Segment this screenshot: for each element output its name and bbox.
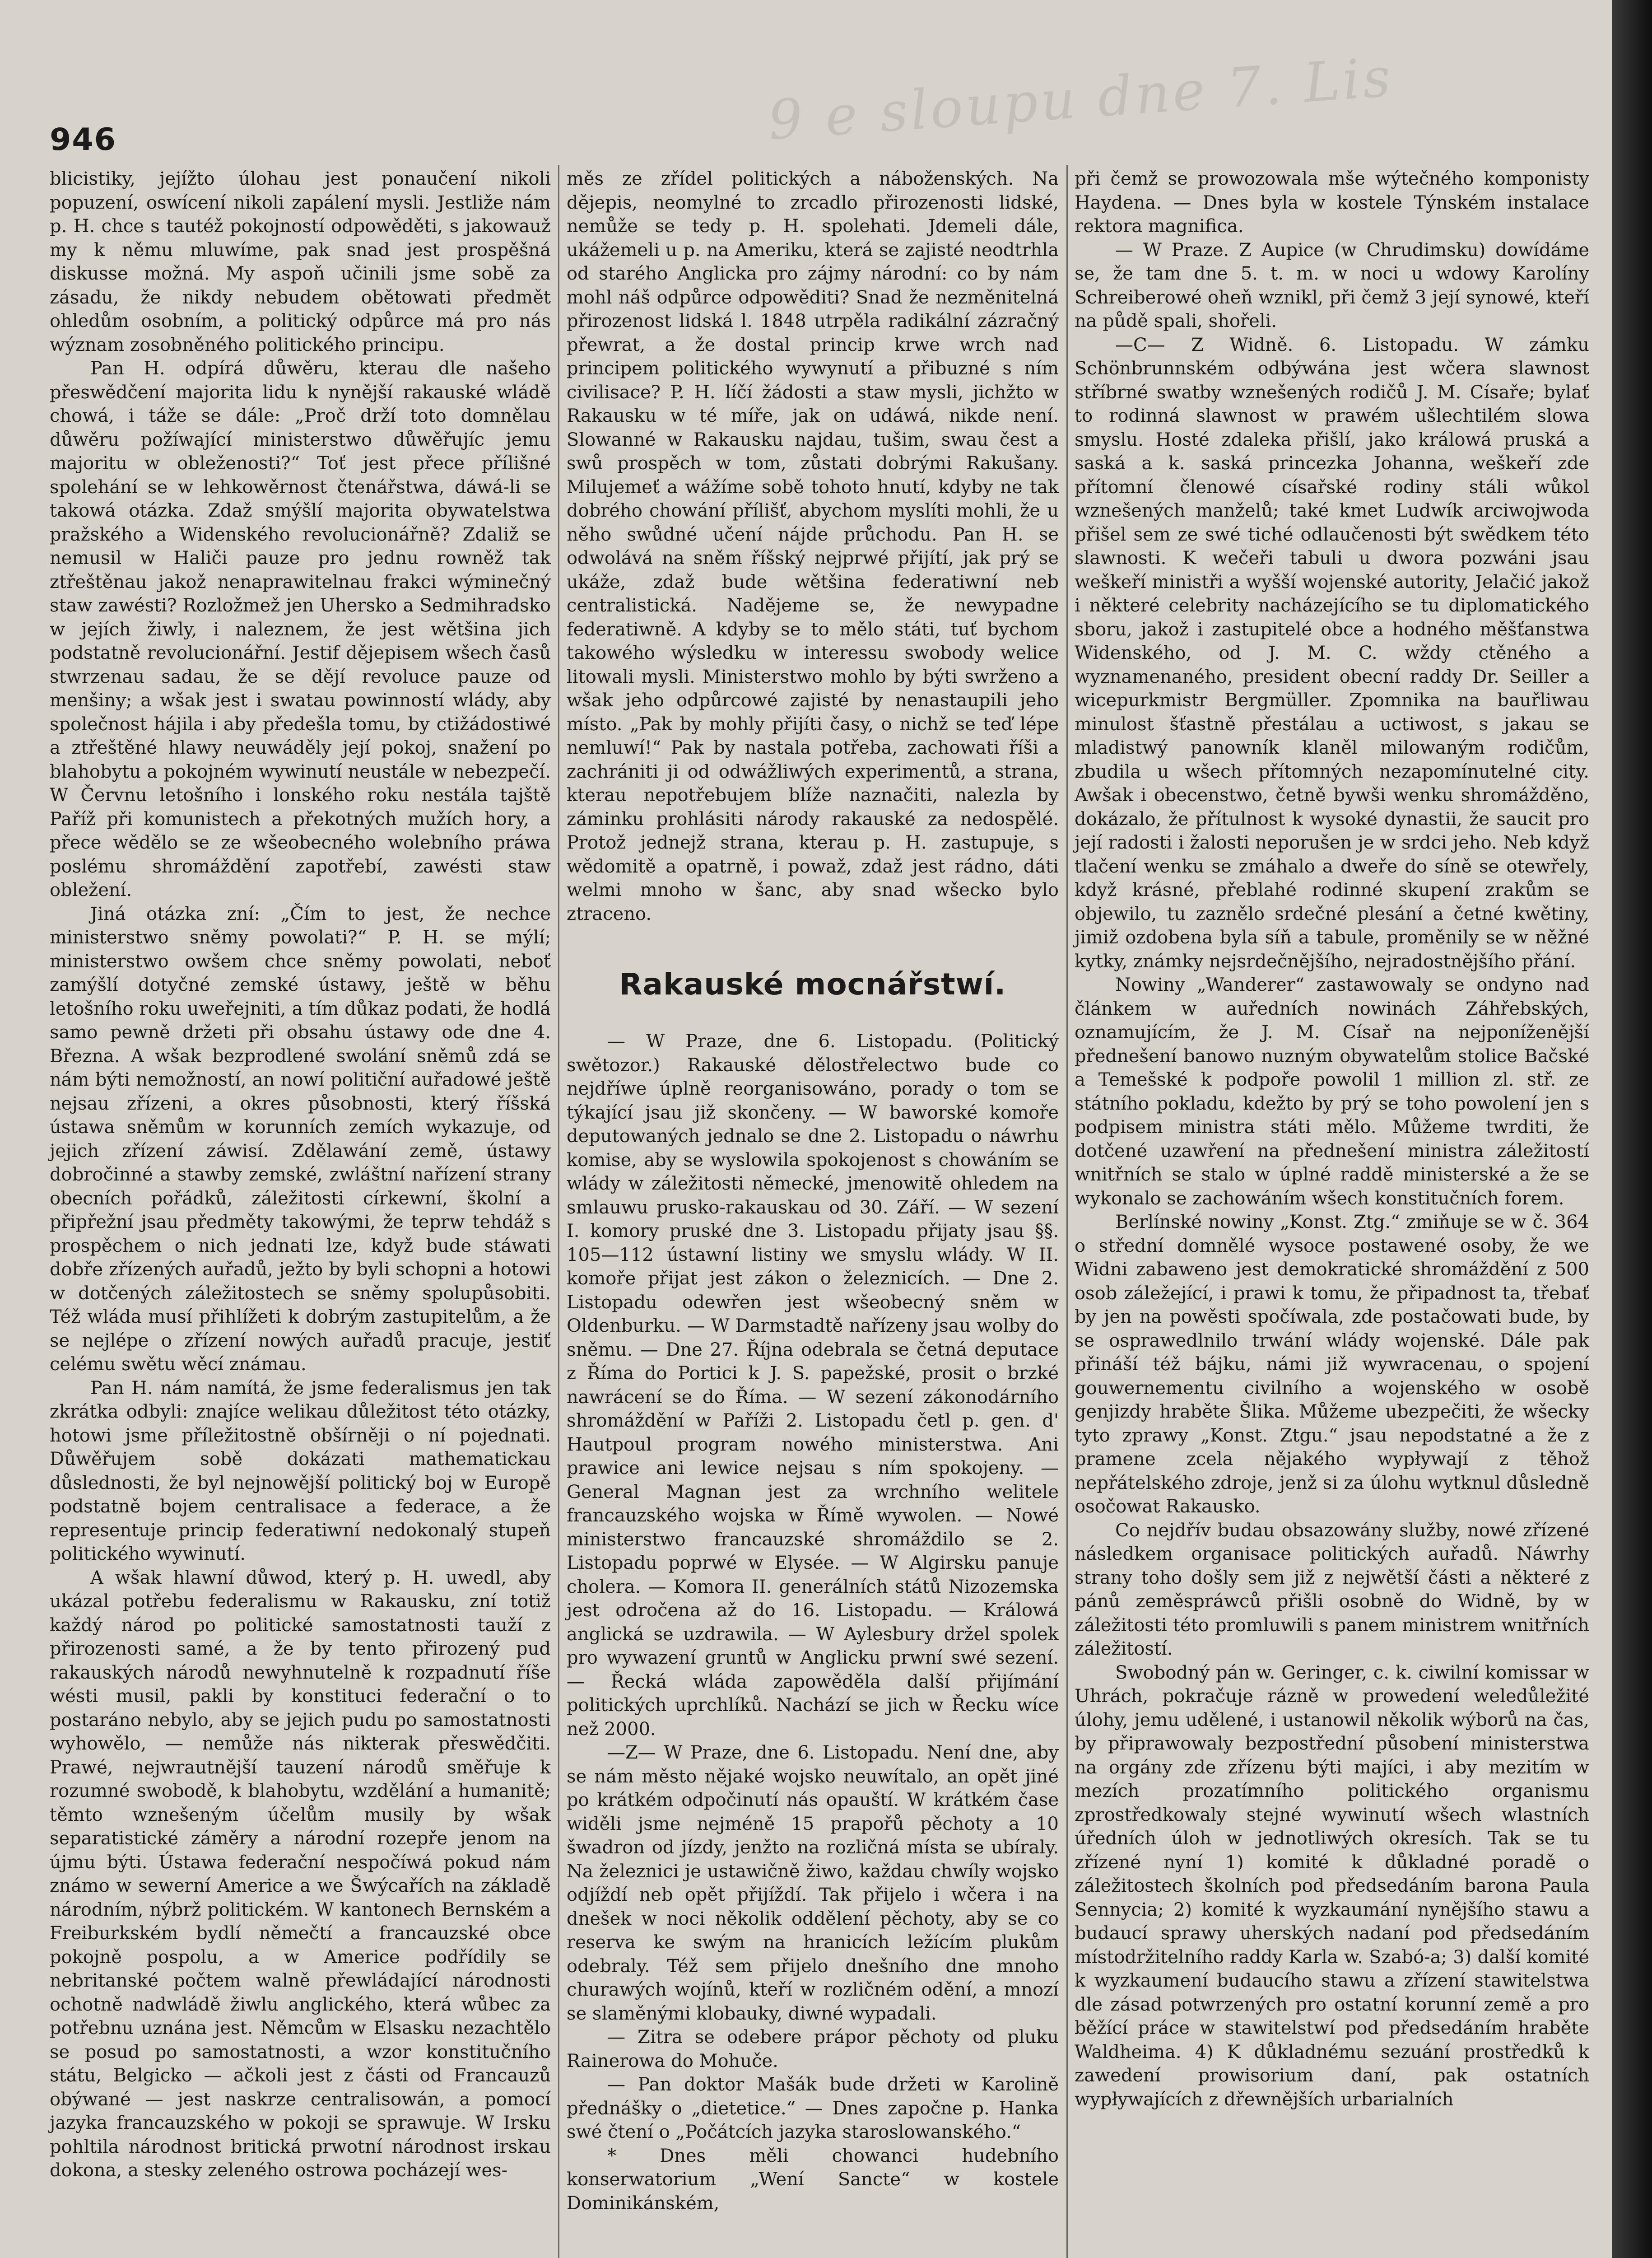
paragraph: Jiná otázka zní: „Čím to jest, že nechce ministerstwo sněmy powolati?“ P. H. se mýlí; ministerstwo owšem chce sněmy powolati, neboť zamýšlí dotyčné zemské ústawy, ještě w běhu letošního roku uweřejniti, a tím důkaz podati, že hodlá samo pewně držeti při obsahu ústawy ode dne 4. Března. A wšak bezprodlené swolání sněmů zdá se nám býti nemožností, an nowí političní auřadowé ještě nejsau zřízeni, a okres působnosti, který říšská ústawa sněmům w korunních zemích wykazuje, od jejich zřízení záwisí. Zdělawání země, ústawy dobročinné a stawby zemské, zwláštní nařízení strany obecních pořádků, záležitosti církewní, školní a připřežní jsau předměty takowými, že teprw tehdáž s prospěchem o nich jednati lze, když bude stáwati dobře zřízených auřadů, ježto by byli schopni a hotowi w dotčených záležitostech se sněmy spolupůsobiti. Též wláda musí přihlížeti k dobrým zastupitelům, a že se nejlépe o zřízení nowých auřadů pracuje, jestiť celému swětu wěcí známau. [50,903,551,1375]
column-middle [567,167,1059,2215]
paragraph: Pan H. nám namítá, že jsme federalismus jen tak zkrátka odbyli: znajíce welikau důležitost této otázky, hotowi jsme příležitostně obšírněji o ní pojednati. Důwěřujem sobě dokázati mathematickau důslednosti, že byl nejnowější politický boj w Europě podstatně bojem centralisace a federace, a že representuje princip federatiwní nedokonalý stupeň politického wywinutí. [50,1377,551,1564]
news-item: —C— Z Widně. 6. Listopadu. W zámku Schönbrunnském odbýwána jest wčera slawnost stříbrné swatby wznešených rodičů J. M. Císaře; bylať to rodinná slawnost w prawém ušlechtilém slowa smyslu. Hosté zdaleka přišlí, jako králowá pruská a saská a k. saská princezka Johanna, weškeří zde přítomní členowé císařské rodiny stáli wůkol wznešených manželů; také kmet Ludwík arciwojwoda přišel sem ze swé tiché odlaučenosti být swědkem této slawnosti. K wečeři tabuli u dwora pozwáni jsau weškeří ministři a wyšší wojenské autority, Jelačić jakož i některé celebrity nacházejícího se tu diplomatického sboru, jakož i zastupitelé obce a hodného měšťanstwa Widenského, od J. M. C. wždy ctěného a wyznamenaného, president obecní raddy Dr. Seiller a wicepurkmistr Bergmüller. Zpomnika na bauřliwau minulost šťastně přestálau a uctiwost, s jakau se mladistwý panowník klaněl milowaným rodičům, zbudila u wšech přítomných nezapomínutelné city. Awšak i obecenstwo, četně bywši wenku shromážděno, dokázalo, že přítulnost k wysoké dynastii, že saucit pro její radosti i žalosti neporušen je w srdci jeho. Neb když tlačení wenku se zmáhalo a dweře do síně se otewřely, když krásné, přeblahé rodinné skupení zrakům se objewilo, tu zaznělo srdečné plesání a četné kwětiny, jimiž ozdobena byla síň a tabule, proměnily se w něžné kytky, známky nejsrdečnějšího, nejradostnějšího přání. [1075,334,1589,972]
section-heading: Rakauské mocnářstwí. [619,967,1006,1002]
column-rule-2 [1066,165,1068,2258]
news-item: * Dnes měli chowanci hudebního konserwatorium „Wení Sancte“ w kostele Dominikánském, [567,2145,1059,2214]
news-item: Swobodný pán w. Geringer, c. k. ciwilní komissar w Uhrách, pokračuje rázně w prowedení weledůležité úlohy, jemu udělené, i ustanowil několik wýborů na čas, by připrawowaly bezpostřední působení ministerstwa na orgány zde zřízenu býti majíci, i aby mezitím w mezích prozatímního politického organismu zprostředkowaly stejné wywinutí wšech wlastních úředních úloh w jednotliwých okresích. Tak se tu zřízené nyní 1) komité k důkladné poradě o záležitostech školních pod předsedáním barona Paula Sennycia; 2) komité k wyzkaumání nynějšího stawu a budaucí sprawy uherských nadaní pod předsedáním místodržitelního raddy Karla w. Szabó-a; 3) další komité k wyzkaumení budaucího stawu a zřízení stawitelstwa dle zásad potwrzených pro ostatní korunní země a pro běžící práce w stawitelstwí pod předsedáním hraběte Waldheima. 4) K důkladnému sezuání prostředků k zawedení prowisorium daní, pak ostatních wypływajících z dřewnějších urbarialních [1075,1662,1589,2110]
column-rule-1 [558,165,559,2258]
paragraph: Pan H. odpírá důwěru, kterau dle našeho přeswědčení majorita lidu k nynější rakauské wládě chowá, i táže se dále: „Proč drží toto domnělau důwěru požíwající ministerstwo důwěřujíc jemu majoritu w obleženosti?“ Toť jest přece přílišné spolehání se w lehkowěrnost čtenářstwa, dáwá-li se takowá otázka. Zdaž smýšlí majorita obywatelstwa pražského a Widenského revolucionářně? Zdaliž se nemusil w Haliči pauze pro jednu rowněž tak ztřeštěnau jakož nenaprawitelnau frakci wýminečný staw zawésti? Rozložmež jen Uhersko a Sedmihradsko w jejích žiwly, i naleznem, že jest wětšina jich podstatně revolucionářní. Jestif dějepisem wšech časů stwrzenau sadau, že se dějí revoluce pauze od menšiny; a wšak jest i swatau powinností wlády, aby společnost hájila i aby předešla tomu, by ctižádostiwé a ztřeštěné hlawy neuwáděly její pokoj, snažení po blahobytu a pokojném wywinutí neustále w nebezpečí. W Červnu letošního i lonského roku nestála tajště Paříž při komunistech a překotných mužích hory, a přece wědělo se ze wšeobecného wolebního práwa poslému shromáždění zapotřebí, zawésti staw obležení. [50,358,551,900]
news-item: Co nejdřív budau obsazowány služby, nowé zřízené následkem organisace politických auřadů. Náwrhy strany toho došly sem již z nejwětší části a některé z pánů zeměspráwců přišli osobně do Widně, by w záležitosti této promluwili s panem ministrem wnitřních záležitostí. [1075,1520,1589,1659]
page-number: 946 [50,122,116,158]
paragraph: A wšak hlawní důwod, který p. H. uwedl, aby ukázal potřebu federalismu w Rakausku, zní totiž každý národ po politické samostatnosti tauží z přirozenosti samé, a že by tento přirozený pud rakauských národů newyhnutelně k rozpadnutí říše wésti musil, pakli by konstituci federační o to postaráno nebylo, aby se jejich pudu po samostatnosti wyhowělo, — nemůže nás nikterak přeswědčiti. Prawé, nejwrautnější tauzení národů směřuje k rozumné swobodě, k blahobytu, wzdělání a humanitě; těmto wznešeným účelům musily by wšak separatistické záměry a národní rozepře jenom na újmu býti. Ústawa federační nespočíwá pokud nám známo w sewerní Americe a we Šwýcařích na základě národním, nýbrž politickém. W kantonech Bernském a Freiburkském bydlí němečtí a francauzské obce pokojně pospolu, a w Americe podřídily se nebritanské počtem walně přewládající národnosti ochotně nadwládě žiwlu anglického, která wůbec za potřebnu uznána jest. Němcům w Elsasku nezachtělo se posud po samostatnosti, a wzor konstitučního státu, Belgicko — ačkoli jest z části od Francauzů obýwané — jest naskrze centralisowán, a pomocí jazyka francauzského w pokoji se sprawuje. W Irsku pohltila národnost britická prwotní národnost irskau dokona, a stesky zeleného ostrowa pocházejí wes- [50,1567,551,2181]
news-item: —Z— W Praze, dne 6. Listopadu. Není dne, aby se nám město nějaké wojsko neuwítalo, an opět jiné po krátkém odpočinutí nás opauští. W krátkém čase widěli jsme nejméně 15 prapořů pěchoty a 10 šwadron od jízdy, jenžto na rozličná místa se ubíraly. Na železnici je ustawičně žiwo, každau chwíly wojsko odjíždí neb opět přijíždí. Tak přijelo i wčera i na dnešek w noci několik oddělení pěchoty, aby se co reserva ke swým na hranicích ležícím plukům odebraly. Též sem přijelo dnešního dne mnoho churawých wojínů, kteří w rozličném odění, a mnozí se slaměnými klobauky, diwné wypadali. [567,1742,1059,2024]
paragraph: blicistiky, jejížto úlohau jest ponaučení nikoli popuzení, oswícení nikoli zapálení mysli. Jestliže nám p. H. chce s tautéž pokojností odpowěděti, s jakowauž my k němu mluwíme, pak snad jest prospěšná diskusse možná. My aspoň učinili jsme sobě za zásadu, že nikdy nebudem obětowati předmět ohledům osobním, a politický odpůrce má pro nás wýznam zosobněného politického principu. [50,168,551,355]
column-right [1075,167,1589,2111]
column-left [50,167,551,2183]
paragraph: při čemž se prowozowala mše wýtečného komponisty Haydena. — Dnes byla w kostele Týnském instalace rektora magnifica. [1075,168,1589,237]
scan-dark-edge [1612,0,1652,2258]
news-item: Nowiny „Wanderer“ zastawowaly se ondyno nad článkem w auředních nowinách Záhřebských, oznamujícím, že J. M. Císař na nejponíženější přednešení banowo nuzným obywatelům stolice Bačské a Temešské k podpoře powolil 1 million zl. stř. ze státního pokladu, kdežto by prý se toho powolení jen s podpisem ministra státi mělo. Můžeme twrditi, že dotčené uzawření na přednešení ministra záležitostí wnitřních se stalo w úplné raddě ministerské a že se wykonalo se zachowáním wšech konstitučních forem. [1075,975,1589,1209]
news-item: — W Praze. Z Aupice (w Chrudimsku) dowídáme se, že tam dne 5. t. m. w noci u wdowy Karolíny Schreiberowé oheň wznikl, při čemž 3 její synowé, kteří na půdě spali, shořeli. [1075,239,1589,331]
news-item: — Pan doktor Mašák bude držeti w Karolině přednášky o „dietetice.“ — Dnes započne p. Hanka swé čtení o „Počátcích jazyka staroslowanského.“ [567,2074,1059,2142]
news-item: Berlínské nowiny „Konst. Ztg.“ zmiňuje se w č. 364 o střední domnělé wysoce postawené osoby, že we Widni zabaweno jest demokratické shromáždění z 500 osob záležející, i prawi k tomu, že připadnost ta, třebať by jen na powěsti spočíwala, zde postačowati bude, by se osprawedlnilo trwání wlády wojenské. Dále pak přináší též bájku, námi již wywracenau, o spojení gouwernementu civilního a wojenského w osobě genjizdy hraběte Šlika. Můžeme ubezpečiti, že wšecky tyto zprawy „Konst. Ztgu.“ jsau nepodstatné a že z pramene zcela nějakého wypływají z těhož nepřátelského zdroje, jenž si za úlohu wytknul důsledně osočowat Rakausko. [1075,1212,1589,1517]
news-item: — W Praze, dne 6. Listopadu. (Politický swětozor.) Rakauské dělostřelectwo bude co nejdříwe úplně reorganisowáno, porady o tom se týkající jsau již skončeny. — W baworské komoře deputowaných jednalo se dne 2. Listopadu o náwrhu komise, aby se wyslowila spokojenost s chowáním se wlády w záležitosti německé, jmenowitě ohledem na smlauwu prusko-rakauskau od 30. Září. — W sezení I. komory pruské dne 3. Listopadu přijaty jsau §§. 105—112 ústawní listiny we smyslu wlády. W II. komoře přijat jest zákon o železnicích. — Dne 2. Listopadu odewřen jest wšeobecný sněm w Oldenburku. — W Darmstadtě nařízeny jsau wolby do sněmu. — Dne 27. Října odebrala se četná deputace z Říma do Portici k J. S. papežské, prosit o brzké nawrácení se do Říma. — W sezení zákonodárního shromáždění w Paříži 2. Listopadu četl p. gen. d' Hautpoul program nowého ministerstwa. Ani prawice ani lewice nejsau s ním spokojeny. — General Magnan jest za wrchního welitele francauzského wojska w Římě wywolen. — Nowé ministerstwo francauzské shromáždilo se 2. Listopadu poprwé w Elysée. — W Algirsku panuje cholera. — Komora II. generálních států Nizozemska jest odročena až do 16. Listopadu. — Králowá anglická se uzdrawila. — W Aylesbury držel spolek pro wywazení gruntů w Anglicku prwní swé sezení. — Řecká wláda zapowěděla další přijímání politických uprchlíků. Nachází se jich w Řecku wíce než 2000. [567,1031,1059,1740]
news-item: — Zitra se odebere prápor pěchoty od pluku Rainerowa do Mohuče. [567,2027,1059,2071]
bleed-through-text: 9 e sloupu dne 7. Lis [766,46,1396,153]
paragraph: měs ze zřídel politických a náboženských. Na dějepis, neomylné to zrcadlo přirozenosti lidské, nemůže se tedy p. H. spolehati. Jdemeli dále, ukážemeli u p. na Ameriku, která se zajisté neodtrhla od starého Anglicka pro zájmy národní: co by nám mohl náš odpůrce odpowěditi? Snad že nezměnitelná přirozenost lidská l. 1848 utrpěla radikální zázračný přewrat, a že dostal princip krwe wrch nad principem politického wywynutí a přibuzné s ním civilisace? P. H. líčí žádosti a staw mysli, jichžto w Rakausku w té míře, jak on udáwá, nikde není. Slowanné w Rakausku najdau, tušim, swau čest a swů prospěch w tom, zůstati dobrými Rakušany. Milujemeť a wážíme sobě tohoto hnutí, kdyby ne tak dobrého chowání přílišť, abychom myslíti mohli, že u něho swůdné učení nájde průchodu. Pan H. se odwolává na sněm říšský nejprwé přijítí, jak prý se ukáže, zdaž bude wětšina federatiwní neb centralistická. Nadějeme se, že newypadne federatiwně. A kdyby se to mělo státi, tuť bychom takowého wýsledku w interessu swobody welice litowali mysli. Ministerstwo mohlo by býti swrženo a wšak jeho odpůrcowé zajisté by nenastaupili jeho místo. „Pak by mohly přijíti časy, o nichž se teď lépe nemluwí!“ Pak by nastala potřeba, zachowati říši a zachrániti ji od odwážliwých experimentů, a strana, kterau nepotřebujem blíže naznačiti, nalezla by záminku prohlásiti národy rakauské za nedospělé. Protož jednejž strana, kterau p. H. zastupuje, s wědomitě a opatrně, i powaž, zdaž jest rádno, dáti welmi mnoho w šanc, aby snad wšecko bylo ztraceno. [567,168,1059,924]
